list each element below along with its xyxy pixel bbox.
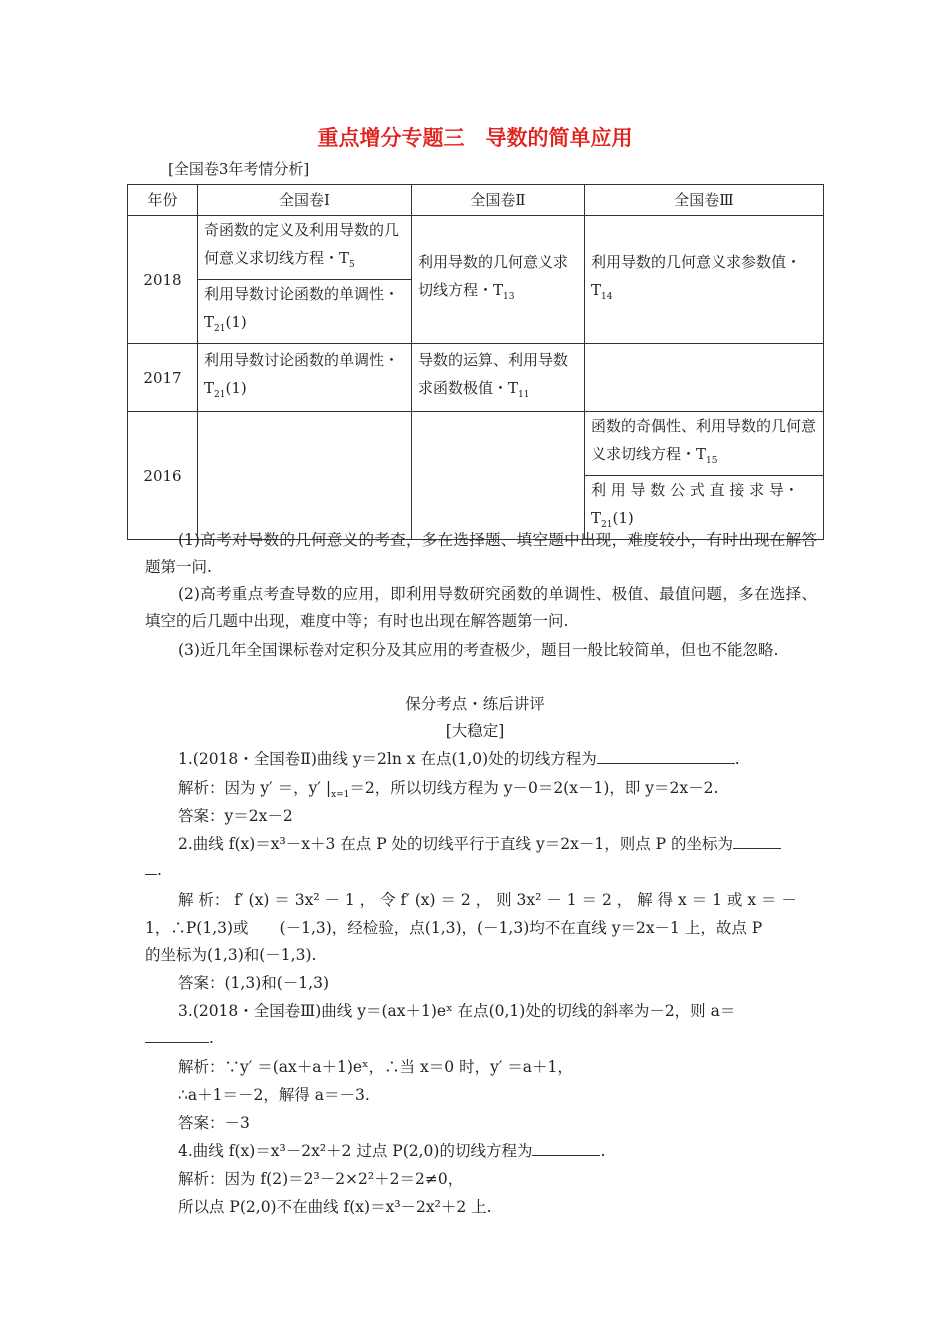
cell-item: 利用导数讨论函数的单调性・$T_{21}(1)$ — [198, 279, 411, 343]
table-caption: [全国卷3年考情分析] — [168, 160, 310, 178]
question-4-stem: 4.曲线 f(x)＝x³－2x²＋2 过点 P(2,0)的切线方程为 . — [178, 1142, 606, 1160]
table-row — [128, 216, 824, 344]
table-row — [128, 344, 824, 412]
table-cell — [198, 216, 412, 344]
table-row — [128, 412, 824, 540]
page-title: 重点增分专题三 导数的简单应用 — [317, 126, 633, 150]
table-cell — [198, 412, 412, 540]
analysis-paragraph-1: (1)高考对导数的几何意义的考查，多在选择题、填空题中出现，难度较小，有时出现在解答题第一问. — [145, 531, 817, 576]
header-paper-3: 全国卷Ⅲ — [585, 185, 824, 216]
section-title: 保分考点・练后讲评 — [405, 695, 545, 713]
answer-blank — [597, 749, 735, 764]
question-1-answer: 答案：y＝2x－2 — [178, 807, 293, 825]
cell-item: 奇函数的定义及利用导数的几何意义求切线方程・$T_5$ — [204, 221, 400, 270]
question-3-solution-1: 解析：∵y′ ＝(ax＋a＋1)eˣ，∴当 x＝0 时，y′ ＝a＋1， — [178, 1058, 573, 1076]
question-3-solution-2: ∴a＋1＝－2，解得 a＝－3. — [178, 1086, 370, 1104]
analysis-paragraph-3: (3)近几年全国课标卷对定积分及其应用的考查极少，题目一般比较简单，但也不能忽略. — [178, 641, 779, 659]
question-2-answer: 答案：(1,3)和(－1,3) — [178, 974, 329, 992]
header-paper-2: 全国卷Ⅱ — [412, 185, 585, 216]
question-4-solution-1: 解析：因为 f(2)＝2³－2×2²＋2＝2≠0， — [178, 1170, 464, 1188]
analysis-paragraph-2: (2)高考重点考查导数的应用，即利用导数研究函数的单调性、极值、最值问题，多在选择、填空的后几题中出现，难度中等；有时也出现在解答题第一问. — [145, 585, 817, 630]
year-cell: 2017 — [128, 344, 198, 412]
cell-item: 利 用 导 数 公 式 直 接 求 导・$T_{21}(1)$ — [585, 475, 823, 539]
year-cell: 2018 — [128, 216, 198, 344]
table-cell: 利用导数的几何意义求切线方程・$T_{13}$ — [412, 216, 585, 344]
table-cell: 利用导数讨论函数的单调性・$T_{21}(1)$ — [198, 344, 412, 412]
table-cell — [585, 412, 824, 540]
section-subtitle: [大稳定] — [445, 722, 505, 740]
answer-blank — [733, 834, 781, 849]
question-3-stem: 3.(2018・全国卷Ⅲ)曲线 y＝(ax＋1)eˣ 在点(0,1)处的切线的斜率为－2，则 a＝ — [178, 1002, 736, 1020]
table-cell: 导数的运算、利用导数求函数极值・$T_{11}$ — [412, 344, 585, 412]
question-4-solution-2: 所以点 P(2,0)不在曲线 f(x)＝x³－2x²＋2 上. — [178, 1198, 492, 1216]
question-2-solution-1: 解 析： f′ (x) ＝ 3x² － 1 ， 令 f′ (x) ＝ 2 ， 则 3x² － 1 ＝ 2 ， 解 得 x ＝ 1 或 x ＝ － — [178, 891, 797, 909]
table-cell — [585, 344, 824, 412]
table-cell: 利用导数的几何意义求参数值・$T_{14}$ — [585, 216, 824, 344]
answer-blank — [532, 1141, 600, 1156]
table-header-row — [128, 185, 824, 216]
table-cell — [412, 412, 585, 540]
header-year: 年份 — [128, 185, 198, 216]
question-2-stem-cont: . — [145, 860, 162, 879]
question-3-stem-cont: . — [145, 1028, 214, 1047]
year-cell: 2016 — [128, 412, 198, 540]
answer-blank — [145, 860, 157, 875]
question-1-solution: 解析：因为 y′ ＝，y′ $|_{x=1}=2$，所以切线方程为 y－0＝2(x－1)，即 y＝2x－2. — [178, 779, 719, 801]
question-2-solution-3: 的坐标为(1,3)和(－1,3). — [145, 946, 317, 964]
question-2-solution-2: 1，∴P(1,3)或 (－1,3)，经检验，点(1,3)，(－1,3)均不在直线 y＝2x－1 上，故点 P — [145, 919, 763, 937]
header-paper-1: 全国卷Ⅰ — [198, 185, 412, 216]
exam-analysis-table — [127, 184, 824, 540]
question-3-answer: 答案：－3 — [178, 1114, 250, 1132]
question-2-stem: 2.曲线 f(x)＝x³－x＋3 在点 P 处的切线平行于直线 y＝2x－1，则点 P 的坐标为 — [178, 832, 781, 854]
question-1-stem: 1.(2018・全国卷Ⅱ)曲线 y＝2ln x 在点(1,0)处的切线方程为 . — [178, 750, 740, 768]
answer-blank — [145, 1028, 209, 1043]
cell-item: 函数的奇偶性、利用导数的几何意义求切线方程・$T_{15}$ — [591, 417, 817, 466]
